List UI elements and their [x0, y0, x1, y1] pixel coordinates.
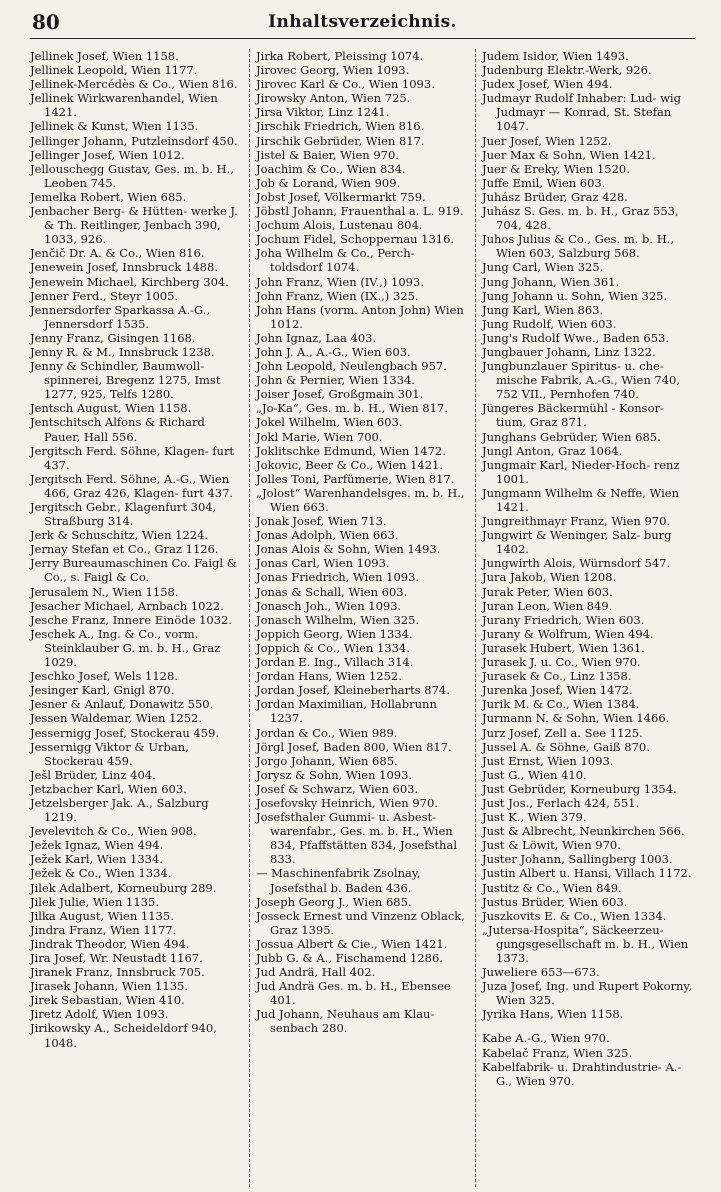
index-entry: Jiretz Adolf, Wien 1093.: [30, 1007, 169, 1022]
index-column-3: [475, 49, 695, 1187]
index-entry: Jungwirth Alois, Würnsdorf 547.: [482, 556, 671, 571]
index-entry: Jungbauer Johann, Linz 1322.: [482, 344, 656, 359]
index-entry: Jungreithmayr Franz, Wien 970.: [482, 514, 671, 529]
index-entry: Jenewein Michael, Kirchberg 304.: [30, 274, 229, 289]
index-entry: Jesche Franz, Innere Einöde 1032.: [30, 612, 233, 627]
index-entry: Jistel & Baier, Wien 970.: [256, 147, 399, 162]
index-entry: Jessernigg Josef, Stockerau 459.: [30, 725, 220, 740]
index-entry: Jira Josef, Wr. Neustadt 1167.: [30, 951, 203, 965]
index-entry: Joseph Georg J., Wien 685.: [256, 894, 412, 909]
index-entry: Jernay Stefan et Co., Graz 1126.: [30, 542, 219, 557]
index-entry: Jeschek A., Ing. & Co., vorm. Steinklauber G. m. b. H., Graz 1029.: [30, 626, 224, 670]
index-entry: Jellinek & Kunst, Wien 1135.: [30, 119, 199, 134]
index-entry: Junghans Gebrüder, Wien 685.: [482, 429, 661, 444]
index-entry: Jindra Franz, Wien 1177.: [30, 922, 177, 937]
index-columns: [30, 49, 695, 1187]
index-entry: Jud Andrä, Hall 402.: [256, 965, 376, 980]
index-entry: Jiranek Franz, Innsbruck 705.: [30, 965, 205, 980]
index-entry: Juer Max & Sohn, Wien 1421.: [482, 147, 656, 162]
index-entry: Jesinger Karl, Gnigl 870.: [30, 683, 175, 698]
index-entry: Judmayr Rudolf Inhaber: Lud- wig Judmayr — Konrad, St. Stefan 1047.: [482, 91, 685, 134]
index-entry: Jennersdorfer Sparkassa A.-G., Jennersdorf 1535.: [30, 302, 214, 331]
index-entry: Jirovec Georg, Wien 1093.: [256, 63, 410, 78]
index-entry: Judenburg Elektr.-Werk, 926.: [482, 63, 652, 78]
index-entry: Jonasch Joh., Wien 1093.: [256, 598, 402, 613]
index-entry: Jenny Franz, Gisingen 1168.: [30, 330, 196, 345]
index-entry: Juran Leon, Wien 849.: [482, 598, 613, 613]
index-entry: Jerusalem N., Wien 1158.: [30, 584, 179, 599]
page-header: [30, 8, 695, 39]
index-entry: Jentsch August, Wien 1158.: [30, 401, 192, 416]
index-entry: „Jutersa-Hospita“, Säckeerzeu- gungsgesellschaft m. b. H., Wien 1373.: [482, 922, 692, 965]
index-entry: Joha Wilhelm & Co., Perch- toldsdorf 1074.: [256, 246, 419, 275]
index-entry: Just Jos., Ferlach 424, 551.: [482, 795, 640, 810]
index-entry: Jergitsch Gebr., Klagenfurt 304, Straßburg 314.: [30, 500, 220, 529]
index-entry: Jochum Fidel, Schoppernau 1316.: [256, 232, 455, 247]
page-title: Inhaltsverzeichnis.: [268, 12, 457, 32]
index-entry: Joppich Georg, Wien 1334.: [256, 626, 413, 641]
index-entry: Josseck Ernest und Vinzenz Oblack, Graz 1395.: [256, 908, 469, 937]
index-entry: Jessernigg Viktor & Urban, Stockerau 459.: [30, 739, 193, 768]
index-entry: Jilek Julie, Wien 1135.: [30, 894, 159, 909]
index-entry: Jung Rudolf, Wien 603.: [482, 316, 617, 331]
index-entry: Jergitsch Ferd. Söhne, Klagen- furt 437.: [30, 443, 238, 472]
index-entry: Jirschik Gebrüder, Wien 817.: [256, 133, 425, 148]
index-entry: Joppich & Co., Wien 1334.: [256, 640, 410, 655]
index-entry: Jellinek Leopold, Wien 1177.: [30, 63, 198, 78]
index-entry: Jenewein Josef, Innsbruck 1488.: [30, 260, 218, 275]
index-entry: Jubb G. & A., Fischamend 1286.: [256, 951, 443, 965]
index-entry: Ježek & Co., Wien 1334.: [30, 866, 172, 881]
index-entry: Jonasch Wilhelm, Wien 325.: [256, 612, 420, 627]
index-entry: Jöbstl Johann, Frauenthal a. L. 919.: [256, 204, 464, 219]
index-entry: Jeschko Josef, Wels 1128.: [30, 669, 178, 684]
index-entry: Jerk & Schuschitz, Wien 1224.: [30, 528, 209, 543]
index-entry: Kabelač Franz, Wien 325.: [482, 1045, 633, 1060]
index-entry: Juhász S. Ges. m. b. H., Graz 553, 704, 428.: [482, 204, 683, 233]
index-entry: Jurany Friedrich, Wien 603.: [482, 612, 645, 627]
index-entry: Jochum Alois, Lustenau 804.: [256, 218, 423, 233]
index-entry: Jenny & Schindler, Baumwoll- spinnerei, Bregenz 1275, Imst 1277, 925, Telfs 1280.: [30, 359, 225, 402]
index-entry: Jorgo Johann, Wien 685.: [256, 753, 398, 768]
index-entry: Jung Johann, Wien 361.: [482, 274, 620, 289]
index-entry: Just Ernst, Wien 1093.: [482, 753, 614, 768]
index-entry: John & Pernier, Wien 1334.: [256, 373, 415, 388]
index-entry: Jonas Carl, Wien 1093.: [256, 556, 390, 571]
index-entry: Jenny R. & M., Innsbruck 1238.: [30, 344, 215, 359]
index-entry: Kabe A.-G., Wien 970.: [482, 1031, 610, 1046]
index-entry: Jud Johann, Neuhaus am Klau- senbach 280.: [256, 1007, 438, 1036]
index-entry: Jyrika Hans, Wien 1158.: [482, 1007, 624, 1022]
index-entry: Jung's Rudolf Wwe., Baden 653.: [482, 330, 670, 345]
index-entry: Juza Josef, Ing. und Rupert Pokorny, Wien 325.: [482, 979, 696, 1008]
index-entry: Jossua Albert & Cie., Wien 1421.: [256, 936, 448, 951]
index-entry: Jung Johann u. Sohn, Wien 325.: [482, 288, 668, 303]
index-entry: Jergitsch Ferd. Söhne, A.-G., Wien 466, Graz 426, Klagen- furt 437.: [30, 471, 234, 500]
index-entry: Judex Josef, Wien 494.: [482, 77, 613, 92]
index-entry: Jirowsky Anton, Wien 725.: [256, 91, 411, 106]
index-entry: Juhász Brüder, Graz 428.: [482, 189, 628, 204]
index-entry: — Maschinenfabrik Zsolnay, Josefsthal b. Baden 436.: [256, 866, 425, 895]
index-entry: Jokel Wilhelm, Wien 603.: [256, 415, 403, 430]
index-entry: Josefovsky Heinrich, Wien 970.: [256, 795, 438, 810]
index-entry: Juffe Emil, Wien 603.: [482, 175, 606, 190]
index-entry: Jenčič Dr. A. & Co., Wien 816.: [30, 246, 205, 261]
index-entry: Jirikowsky A., Scheideldorf 940, 1048.: [30, 1021, 221, 1050]
index-entry: Jilka August, Wien 1135.: [30, 908, 174, 923]
index-entry: Jokovic, Beer & Co., Wien 1421.: [256, 457, 444, 472]
index-entry: John Franz, Wien (IV.,) 1093.: [256, 274, 424, 289]
index-entry: Juster Johann, Sallingberg 1003.: [482, 852, 673, 867]
index-entry: Just & Albrecht, Neunkirchen 566.: [482, 824, 685, 839]
index-entry: Ježek Karl, Wien 1334.: [30, 852, 163, 867]
index-entry: Jetzelsberger Jak. A., Salzburg 1219.: [30, 795, 213, 825]
index-entry: Ježek Ignaz, Wien 494.: [30, 838, 164, 853]
index-entry: Jung Karl, Wien 863.: [482, 302, 604, 317]
index-entry: Justin Albert u. Hansi, Villach 1172.: [482, 866, 692, 881]
index-entry: John J. A., A.-G., Wien 603.: [256, 344, 411, 359]
index-entry: Jirovec Karl & Co., Wien 1093.: [256, 77, 435, 92]
index-entry: Jonas & Schall, Wien 603.: [256, 584, 408, 599]
index-entry: John Hans (vorm. Anton John) Wien 1012.: [256, 302, 468, 331]
index-entry: Justitz & Co., Wien 849.: [482, 880, 622, 895]
index-entry: Jenner Ferd., Steyr 1005.: [30, 288, 179, 303]
index-entry: Jirsa Viktor, Linz 1241.: [256, 105, 390, 120]
index-entry: Josefsthaler Gummi- u. Asbest- warenfabr., Ges. m. b. H., Wien 834, Pfaffstätten 834, Josefsthal 833.: [256, 810, 461, 867]
index-entry: Jurany & Wolfrum, Wien 494.: [482, 626, 654, 641]
index-entry: John Franz, Wien (IX.,) 325.: [256, 288, 419, 303]
index-entry: Jellinger Johann, Putzleinsdorf 450.: [30, 133, 238, 148]
index-entry: Jordan E. Ing., Villach 314.: [256, 655, 414, 670]
index-entry: Jorysz & Sohn, Wien 1093.: [256, 767, 413, 782]
index-entry: Jemelka Robert, Wien 685.: [30, 189, 187, 204]
index-entry: Juszkovits E. & Co., Wien 1334.: [482, 908, 667, 923]
index-entry: Jetzbacher Karl, Wien 603.: [30, 781, 187, 796]
index-column-1: [30, 49, 249, 1187]
index-entry: Jurasek J. u. Co., Wien 970.: [482, 655, 641, 670]
index-entry: Ješl Brüder, Linz 404.: [30, 767, 156, 782]
index-entry: Jenbacher Berg- & Hütten- werke J. & Th. Reitlinger, Jenbach 390, 1033, 926.: [30, 204, 242, 247]
index-entry: Jilek Adalbert, Korneuburg 289.: [30, 880, 217, 895]
index-entry: Jellinek-Mercédès & Co., Wien 816.: [30, 77, 238, 92]
index-entry: Jirek Sebastian, Wien 410.: [30, 993, 185, 1008]
index-entry: Jordan Maximilian, Hollabrunn 1237.: [256, 697, 441, 726]
index-entry: Jurasek Hubert, Wien 1361.: [482, 640, 645, 655]
index-entry: Jerry Bureaumaschinen Co. Faigl & Co., s. Faigl & Co.: [30, 556, 241, 585]
index-entry: Job & Lorand, Wien 909.: [256, 175, 401, 190]
index-entry: Jentschitsch Alfons & Richard Pauer, Hall 556.: [30, 415, 209, 444]
index-entry: Jordan & Co., Wien 989.: [256, 725, 398, 740]
index-entry: Jordan Hans, Wien 1252.: [256, 669, 402, 684]
index-entry: Jungmann Wilhelm & Neffe, Wien 1421.: [482, 485, 683, 514]
index-entry: Jungmair Karl, Nieder-Hoch- renz 1001.: [482, 457, 684, 486]
index-entry: Jirka Robert, Pleissing 1074.: [256, 49, 424, 63]
index-entry: Juer & Ereky, Wien 1520.: [482, 161, 630, 176]
index-entry: „Jolost“ Warenhandelsges. m. b. H., Wien 663.: [256, 485, 469, 514]
index-entry: Jurasek & Co., Linz 1358.: [482, 669, 632, 684]
index-entry: Jordan Josef, Kleineberharts 874.: [256, 683, 450, 698]
index-entry: Jurenka Josef, Wien 1472.: [482, 683, 633, 698]
index-entry: Joiser Josef, Großgmain 301.: [256, 387, 424, 402]
index-entry: Joklitschke Edmund, Wien 1472.: [256, 443, 446, 458]
index-entry: Jungl Anton, Graz 1064.: [482, 443, 623, 458]
index-entry: Jokl Marie, Wien 700.: [256, 429, 383, 444]
index-entry: Jellinger Josef, Wien 1012.: [30, 147, 185, 162]
index-entry: Jurik M. & Co., Wien 1384.: [482, 697, 640, 712]
index-entry: Jindrak Theodor, Wien 494.: [30, 936, 190, 951]
index-entry: Juer Josef, Wien 1252.: [482, 133, 612, 148]
index-entry: Juweliere 653—673.: [482, 965, 600, 980]
index-entry: Justus Brüder, Wien 603.: [482, 894, 628, 909]
index-entry: Jellinek Josef, Wien 1158.: [30, 49, 179, 63]
index-entry: Jurz Josef, Zell a. See 1125.: [482, 725, 643, 740]
index-entry: Just G., Wien 410.: [482, 767, 587, 782]
index-entry: Just K., Wien 379.: [482, 810, 587, 825]
index-entry: Jung Carl, Wien 325.: [482, 260, 604, 275]
index-entry: Jonas Adolph, Wien 663.: [256, 528, 399, 543]
page-number: 80: [32, 10, 60, 34]
index-entry: Judem Isidor, Wien 1493.: [482, 49, 629, 63]
index-entry: Jurmann N. & Sohn, Wien 1466.: [482, 711, 670, 726]
index-entry: Jevelevitch & Co., Wien 908.: [30, 824, 197, 839]
index-entry: Jungbunzlauer Spiritus- u. che- mische Fabrik, A.-G., Wien 740, 752 VII., Pernhofen 740.: [482, 359, 684, 402]
index-entry: Jurak Peter, Wien 603.: [482, 584, 613, 599]
index-entry: Jessen Waldemar, Wien 1252.: [30, 711, 203, 726]
index-entry: Jörgl Josef, Baden 800, Wien 817.: [256, 739, 452, 754]
index-entry: Jobst Josef, Völkermarkt 759.: [256, 189, 426, 204]
index-entry: Jirasek Johann, Wien 1135.: [30, 979, 188, 994]
index-entry: Joachim & Co., Wien 834.: [256, 161, 406, 176]
index-column-2: [249, 49, 475, 1187]
index-entry: Jungwirt & Weninger, Salz- burg 1402.: [482, 528, 676, 557]
index-entry: „Jo-Ka“, Ges. m. b. H., Wien 817.: [256, 401, 448, 416]
index-entry: Josef & Schwarz, Wien 603.: [256, 781, 419, 796]
index-entry: Jud Andrä Ges. m. b. H., Ebensee 401.: [256, 979, 455, 1008]
index-entry: Jellouschegg Gustav, Ges. m. b. H., Leoben 745.: [30, 161, 238, 190]
index-entry: Jellinek Wirkwarenhandel, Wien 1421.: [30, 91, 222, 120]
index-entry: Jirschik Friedrich, Wien 816.: [256, 119, 425, 134]
index-entry: Jonas Friedrich, Wien 1093.: [256, 570, 420, 585]
index-entry: Jüngeres Bäckermühl - Konsor- tium, Graz 871.: [482, 401, 668, 430]
index-entry: Kabelfabrik- u. Drahtindustrie- A.-G., Wien 970.: [482, 1059, 682, 1088]
index-entry: Juhos Julius & Co., Ges. m. b. H., Wien 603, Salzburg 568.: [482, 232, 678, 261]
index-entry: Jonas Alois & Sohn, Wien 1493.: [256, 542, 441, 557]
index-entry: Jonak Josef, Wien 713.: [256, 514, 387, 529]
index-entry: Just Gebrüder, Korneuburg 1354.: [482, 781, 677, 796]
index-entry: John Leopold, Neulengbach 957.: [256, 359, 447, 374]
index-entry: Jura Jakob, Wien 1208.: [482, 570, 617, 585]
index-entry: Jesner & Anlauf, Donawitz 550.: [30, 697, 214, 712]
index-entry: John Ignaz, Laa 403.: [256, 330, 377, 345]
index-entry: Just & Löwit, Wien 970.: [482, 838, 621, 853]
index-entry: Jesacher Michael, Arnbach 1022.: [30, 598, 224, 613]
index-entry: Jussel A. & Söhne, Gaiß 870.: [482, 739, 650, 754]
index-entry: Jolles Toni, Parfümerie, Wien 817.: [256, 471, 455, 486]
